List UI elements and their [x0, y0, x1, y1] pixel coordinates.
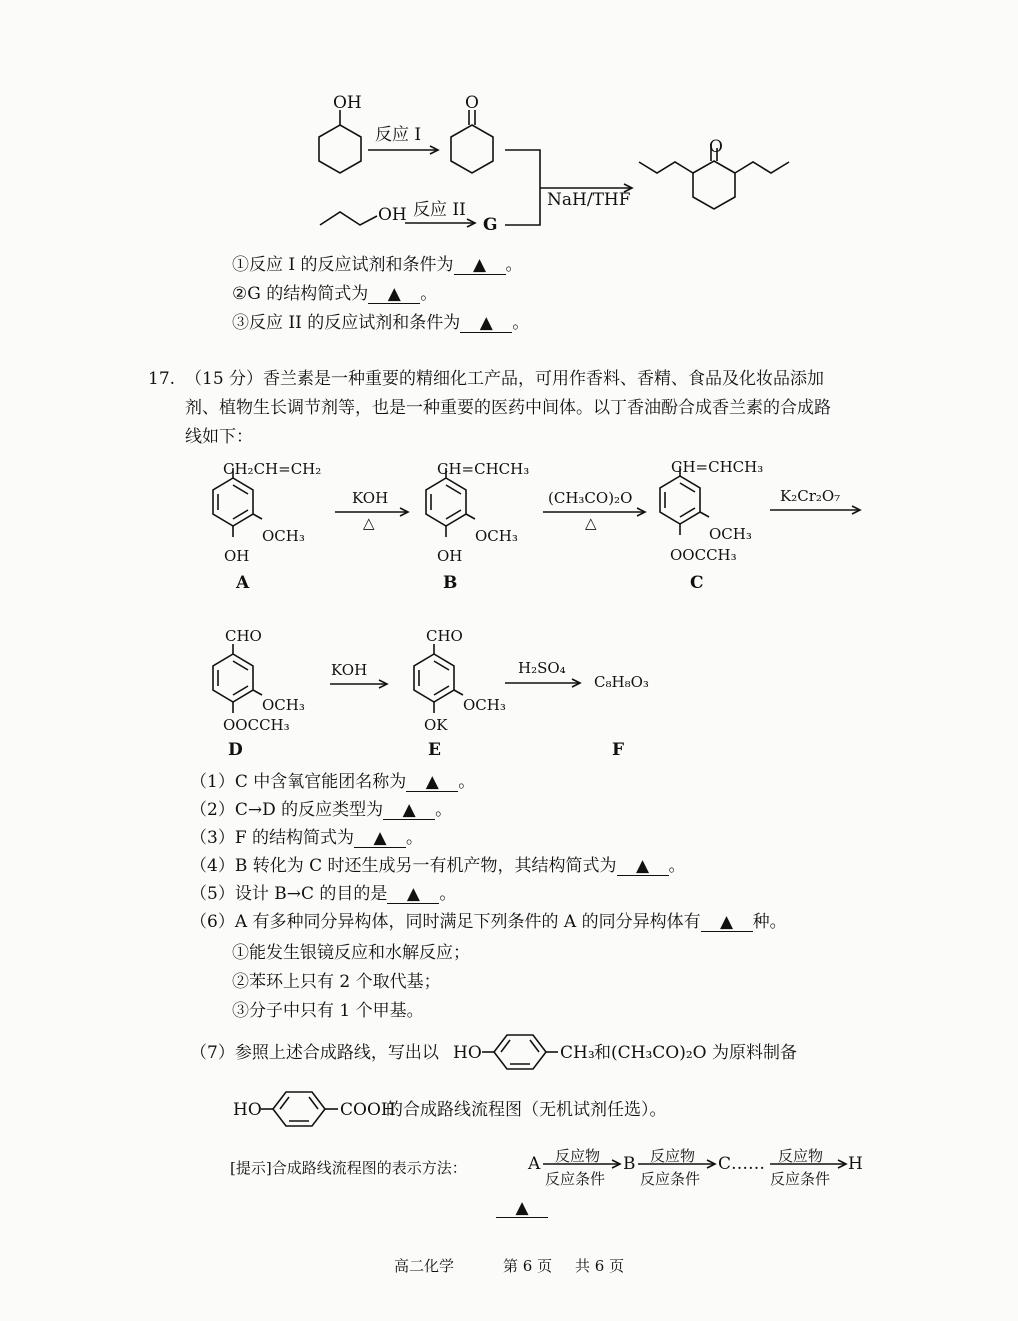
condition-1: ①能发生银镜反应和水解反应；	[232, 943, 470, 963]
compound-d-och3: OCH₃	[262, 696, 305, 714]
q17-intro-line-1: （15 分）香兰素是一种重要的精细化工产品，可用作香料、香精、食品及化妆品添加	[185, 369, 825, 389]
compound-b-och3: OCH₃	[475, 527, 518, 545]
compound-f-formula: C₈H₈O₃	[594, 673, 649, 691]
compound-b-oh: OH	[437, 547, 463, 565]
hint-b: B	[623, 1154, 636, 1174]
arrow-1-reagent: KOH	[352, 489, 389, 507]
compound-a-och3: OCH₃	[262, 527, 305, 545]
hint-condition-2: 反应条件	[640, 1170, 701, 1188]
footer-page-number: 第 6 页	[503, 1257, 553, 1275]
cyclohexanone-ring	[451, 125, 493, 173]
answer-blank[interactable]: ▲	[496, 1200, 548, 1218]
condition-2: ②苯环上只有 2 个取代基；	[232, 972, 441, 992]
dipropylcyclohexanone-ring	[693, 161, 735, 209]
answer-blank[interactable]: ▲	[617, 858, 669, 876]
compound-b-label: B	[443, 573, 458, 593]
compound-g-label: G	[483, 215, 498, 235]
compound-a-label: A	[236, 573, 250, 593]
answer-blank[interactable]: ▲	[406, 774, 458, 792]
arrow-5-reagent: H₂SO₄	[518, 659, 566, 677]
hint-reactant-1: 反应物	[555, 1147, 601, 1165]
compound-d-label: D	[228, 740, 243, 760]
compound-f-label: F	[612, 740, 625, 760]
q17-number: 17.	[148, 369, 176, 389]
question-5: （5）设计 B→C 的目的是 ▲ 。	[190, 884, 457, 904]
q7-middle-text: 和(CH₃CO)₂O 为原料制备	[594, 1043, 798, 1063]
answer-blank[interactable]: ▲	[368, 286, 420, 304]
answer-blank[interactable]: ▲	[383, 802, 435, 820]
arrow-2-reagent: (CH₃CO)₂O	[548, 489, 633, 507]
hint-reactant-2: 反应物	[650, 1147, 696, 1165]
hint-condition-1: 反应条件	[545, 1170, 606, 1188]
answer-blank[interactable]: ▲	[387, 886, 439, 904]
answer-blank[interactable]: ▲	[460, 315, 512, 333]
compound-c-och3: OCH₃	[709, 525, 752, 543]
question-7-prefix: （7）参照上述合成路线，写出以	[190, 1043, 439, 1063]
compound-d-ester: OOCCH₃	[223, 716, 290, 734]
q7-ho-label: HO	[453, 1043, 482, 1063]
compound-e-ok: OK	[424, 716, 448, 734]
compound-a-oh: OH	[224, 547, 250, 565]
compound-d-cho: CHO	[225, 627, 262, 645]
q17-intro-line-3: 线如下：	[185, 427, 253, 447]
cyclohexanone-o-label: O	[465, 93, 479, 113]
q16-item-3: ③反应 II 的反应试剂和条件为 ▲ 。	[232, 313, 530, 333]
question-1: （1）C 中含氧官能团名称为 ▲ 。	[190, 772, 476, 792]
nah-thf-label: NaH/THF	[547, 190, 631, 210]
q7-answer-blank[interactable]	[496, 1200, 548, 1218]
product-ketone-o-label: O	[709, 137, 723, 157]
reaction-2-label: 反应 II	[413, 200, 466, 220]
cyclohexanol-oh-label: OH	[333, 93, 362, 113]
answer-blank[interactable]: ▲	[701, 914, 753, 932]
hint-label: [提示]合成路线流程图的表示方法：	[230, 1159, 467, 1177]
q7-cooh-label: COOH	[340, 1100, 396, 1120]
q7-ch3-label: CH₃	[560, 1043, 595, 1063]
arrow-2-heat: △	[585, 514, 597, 532]
arrow-4-reagent: KOH	[331, 661, 368, 679]
question-2: （2）C→D 的反应类型为 ▲ 。	[190, 800, 453, 820]
footer-total-pages: 共 6 页	[575, 1257, 625, 1275]
propanol-oh-label: OH	[378, 205, 407, 225]
answer-blank[interactable]: ▲	[354, 830, 406, 848]
compound-c-ester: OOCCH₃	[670, 546, 737, 564]
hint-c: C……	[718, 1154, 766, 1174]
hint-a: A	[528, 1154, 541, 1174]
q17-intro-line-2: 剂、植物生长调节剂等，也是一种重要的医药中间体。以丁香油酚合成香兰素的合成路	[185, 398, 831, 418]
compound-e-och3: OCH₃	[463, 696, 506, 714]
condition-3: ③分子中只有 1 个甲基。	[232, 1001, 424, 1021]
footer-subject: 高二化学	[394, 1257, 455, 1275]
arrow-1-heat: △	[363, 514, 375, 532]
q7-ho2-label: HO	[233, 1100, 262, 1120]
hint-condition-3: 反应条件	[770, 1170, 831, 1188]
cyclohexanol-ring	[319, 125, 361, 173]
hint-reactant-3: 反应物	[778, 1147, 824, 1165]
compound-a-substituent: CH₂CH=CH₂	[223, 460, 322, 478]
q16-item-2: ②G 的结构简式为 ▲ 。	[232, 284, 438, 304]
hint-h: H	[848, 1154, 863, 1174]
question-4: （4）B 转化为 C 时还生成另一有机产物，其结构简式为 ▲ 。	[190, 856, 686, 876]
question-6: （6）A 有多种同分异构体，同时满足下列条件的 A 的同分异构体有 ▲ 种。	[190, 912, 787, 932]
reaction-1-label: 反应 I	[375, 125, 422, 145]
arrow-3-reagent: K₂Cr₂O₇	[780, 487, 841, 505]
compound-c-substituent: CH=CHCH₃	[671, 458, 764, 476]
compound-b-substituent: CH=CHCH₃	[437, 460, 530, 478]
q7-suffix-text: 的合成路线流程图（无机试剂任选）。	[386, 1100, 667, 1120]
question-3: （3）F 的结构简式为 ▲ 。	[190, 828, 424, 848]
answer-blank[interactable]: ▲	[454, 257, 506, 275]
compound-e-label: E	[428, 740, 441, 760]
compound-c-label: C	[690, 573, 704, 593]
q16-item-1: ①反应 I 的反应试剂和条件为 ▲ 。	[232, 255, 523, 275]
compound-e-cho: CHO	[426, 627, 463, 645]
